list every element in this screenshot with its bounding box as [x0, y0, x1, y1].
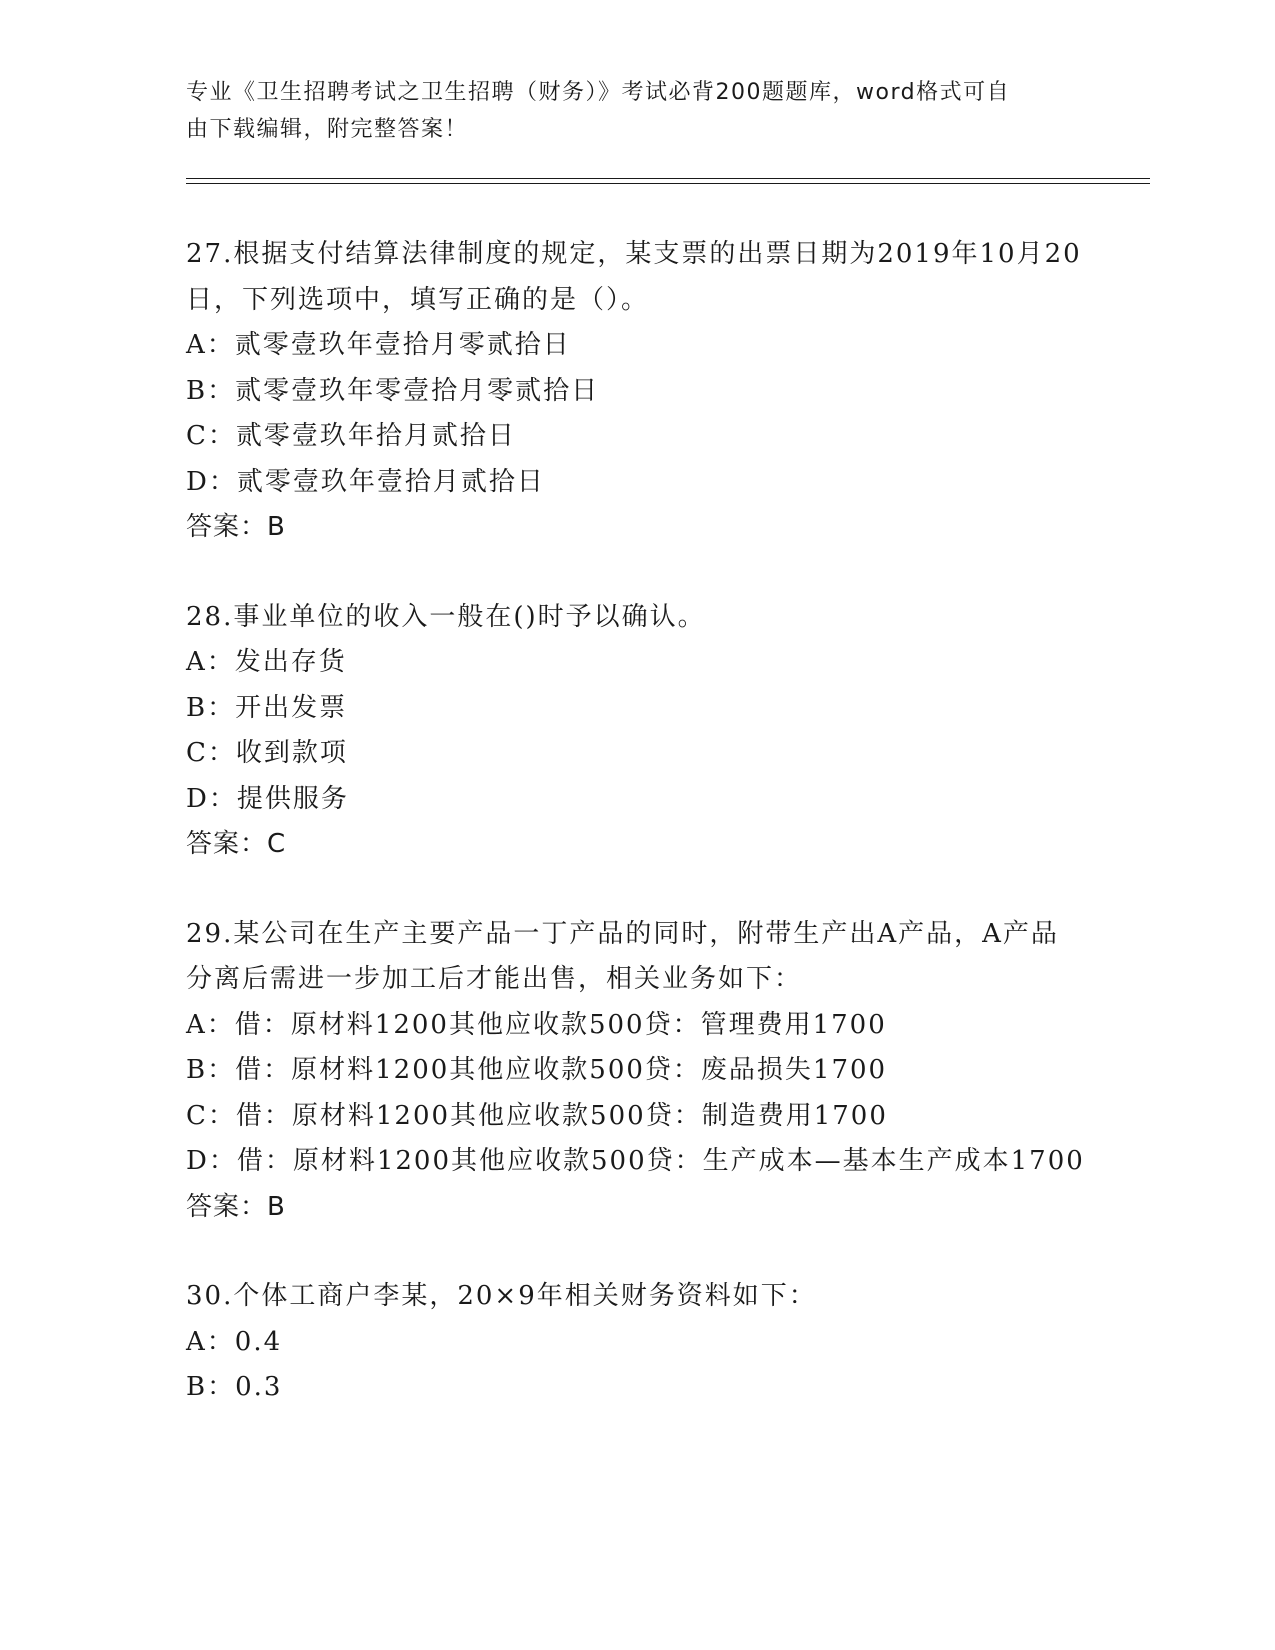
option-d: D：贰零壹玖年壹拾月贰拾日 — [186, 466, 545, 497]
option-a: A：发出存货 — [186, 647, 347, 677]
option-d: D：借：原材料1200其他应收款500贷：生产成本—基本生产成本1700 — [186, 1146, 1085, 1176]
question-spacer — [186, 868, 1086, 912]
question-text: 29.某公司在生产主要产品一丁产品的同时，附带生产出A产品，A产品分离后需进一步加工后才能出售，相关业务如下： — [186, 918, 1059, 994]
option-c: C：借：原材料1200其他应收款500贷：制造费用1700 — [186, 1100, 888, 1131]
answer: 答案：C — [186, 829, 287, 859]
header-divider-bottom — [186, 183, 1150, 184]
option-a: A：0.4 — [186, 1326, 283, 1357]
option-b: B：开出发票 — [186, 692, 348, 723]
question-list — [186, 232, 1086, 1411]
answer: 答案：B — [186, 512, 286, 542]
option-c: C：收到款项 — [186, 738, 348, 768]
option-c: C：贰零壹玖年拾月贰拾日 — [186, 421, 516, 451]
question-27 — [186, 232, 1086, 551]
option-b: B：借：原材料1200其他应收款500贷：废品损失1700 — [186, 1055, 888, 1085]
document-header — [186, 74, 1066, 148]
option-a: A：贰零壹玖年壹拾月零贰拾日 — [186, 330, 571, 360]
header-line-2: 由下载编辑，附完整答案！ — [186, 117, 469, 142]
question-text: 27.根据支付结算法律制度的规定，某支票的出票日期为2019年10月20日，下列选项中，填写正确的是（）。 — [186, 239, 1082, 315]
question-text: 30.个体工商户李某，20×9年相关财务资料如下： — [186, 1281, 817, 1311]
question-text: 28.事业单位的收入一般在()时予以确认。 — [186, 601, 706, 632]
option-a: A：借：原材料1200其他应收款500贷：管理费用1700 — [186, 1009, 887, 1040]
header-divider-top — [186, 178, 1150, 179]
question-spacer — [186, 1230, 1086, 1274]
question-spacer — [186, 551, 1086, 595]
header-line-1: 专业《卫生招聘考试之卫生招聘（财务）》考试必背200题题库，word格式可自 — [186, 80, 1011, 105]
option-b: B：0.3 — [186, 1372, 283, 1402]
question-28 — [186, 595, 1086, 868]
question-29 — [186, 912, 1086, 1231]
option-b: B：贰零壹玖年零壹拾月零贰拾日 — [186, 375, 600, 406]
option-d: D：提供服务 — [186, 783, 349, 814]
answer: 答案：B — [186, 1191, 286, 1222]
question-30 — [186, 1274, 1086, 1411]
